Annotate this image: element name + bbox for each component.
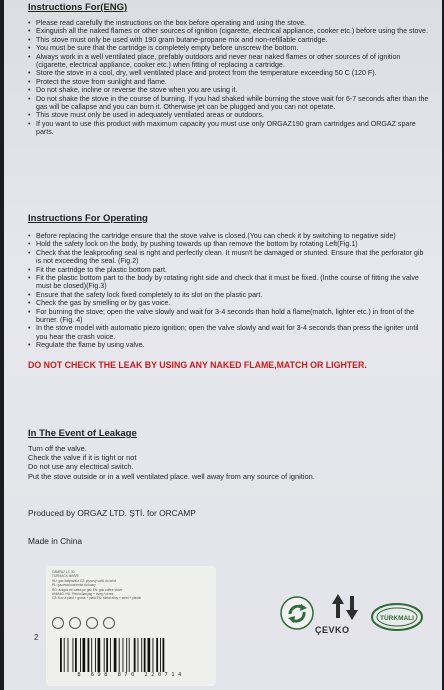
instructions-list — [28, 19, 430, 137]
list-item: • Store the stove in a cool, dry, well ventilated place and protect from the temperature exceeding 50 C (120 F). — [28, 69, 430, 77]
barcode-sticker — [46, 566, 216, 686]
sticker-text — [52, 570, 212, 601]
ce-icon — [69, 617, 81, 629]
cevko-arrows-icon — [330, 592, 360, 622]
produced-by: Produced by ORGAZ LTD. ŞTİ. for ORCAMP — [28, 508, 196, 518]
sticker-icons — [52, 617, 115, 629]
section-title: In The Event of Leakage — [28, 428, 137, 439]
list-item: • Always work in a well ventilated place, prefably outdoors and never near naked flames or other sources of of ignition (cigarette, electrical appliance, cooker etc.) when fitting of replacing a cartridge. — [28, 53, 430, 70]
section-operating — [28, 213, 430, 370]
list-item: • Do not shake the stove in the course of burning. If you had shaked while burning the stove wait for 6-7 seconds after than the gas will be callapse and you can burn it. Otherwise jet can be plugged and you can not opetate. — [28, 95, 430, 112]
list-item: • Before replacing the cartridge ensure that the stove valve is closed.(You can check it by switching to negative side) — [28, 232, 430, 240]
section-title: Instructions For Operating — [28, 213, 148, 224]
leakage-line: Check the valve if it is tight or not — [28, 453, 137, 463]
list-item: • Check the gas by smelling or by gas voice. — [28, 299, 430, 307]
sticker-line: ANMAG: HU: Fém/műanyag + üveg / nerez — [52, 592, 114, 597]
list-item: • This stove must only be used in adequately ventilated areas or outdoors. — [28, 111, 430, 119]
sticker-line: PL: gazowa kuchenka do kawy — [52, 583, 96, 588]
leakage-line: Put the stove outside or in a well ventilated place. well away from any source of ignition. — [28, 471, 315, 481]
turkmali-logo-icon — [370, 602, 424, 632]
operating-list — [28, 232, 430, 350]
list-item: • Exinguish all the naked flames or other sources of ignition (cigarette, electrical appliance, cooker etc.) before using the stove. — [28, 27, 430, 35]
flame-icon — [103, 617, 115, 629]
made-in: Made in China — [28, 536, 83, 546]
leakage-line: Do not use any electrical switch. — [28, 462, 134, 472]
list-item: • Do not shake, incline or reverse the stove when you are using it. — [28, 86, 430, 94]
list-item: • Please read carefully the instructions on the box before operating and using the stove. — [28, 19, 430, 27]
sticker-line: RO: aragaz de cafea pe gaz EN: gas coffee stove — [52, 587, 123, 592]
cevko-logo-text: ÇEVKO — [315, 625, 350, 635]
barcode-digits: 8 698 870 220714 — [77, 672, 185, 678]
warning-text: DO NOT CHECK THE LEAK BY USING ANY NAKED FLAME,MATCH OR LIGHTER. — [28, 359, 367, 370]
leakage-lines — [28, 444, 430, 481]
instruction-sheet — [4, 0, 442, 690]
sticker-line: HU: gáz-kályha/tűz CZ: plynový vařič do lahví — [52, 578, 117, 583]
section-instructions-eng — [28, 2, 430, 137]
list-item: • For burning the stove; open the valve slowly and wait for 3-4 seconds than hold a flame(match, lighter etc.) in front of the burner. (Fig. 4) — [28, 308, 430, 325]
section-title: Instructions For(ENG) — [28, 2, 128, 13]
list-item: • Check that the leakproofing seal is right and perfectly clean. It musn't be damaged or stunted. Ensure that the perforator gib is not exceeding the seal. (Fig.2) — [28, 249, 430, 266]
sticker-line: TURMACK MINVE — [52, 574, 79, 579]
recycle-logo-icon — [280, 596, 314, 630]
list-item: • Hold the safety lock on the body, by pushing towards up than remove the bottom by rotating Left(Fig.1) — [28, 240, 430, 248]
recycle-icon — [52, 617, 64, 629]
list-item: • This stove must only be used with 190 gram butane-propane mix and non-refillable cartridge. — [28, 36, 430, 44]
list-item: • In the stove model with automatic piezo ignition; open the valve slowly and wait for 3-4 seconds than press the igniter until you hear the crash voice. — [28, 324, 430, 341]
sticker-line: CAMPAZ LC 30 — [52, 570, 75, 574]
svg-text:TÜRKMALI: TÜRKMALI — [380, 615, 414, 622]
leakage-line: Turn off the valve. — [28, 444, 87, 453]
list-item: • Fit the cartridge to the plastic bottom part. — [28, 266, 430, 274]
section-leakage — [28, 428, 430, 481]
barcode — [58, 638, 204, 672]
sticker-line: CZ: Kov a plast + guma + plast EN: Metal alloy + steel + plastic — [52, 596, 142, 601]
list-item: • You must be sure that the cartridge is completely empty before unscrew the bottom. — [28, 44, 430, 52]
list-item: • Ensure that the safety lock fixed completely to its slot on the plastic part. — [28, 291, 430, 299]
caution-icon — [86, 617, 98, 629]
list-item: • Fit the plastic bottom part to the body by rotating right side and check that it must be fixed. (Inthe course of fitting the valve must be closed)(Fig.3) — [28, 274, 430, 291]
page-number: 2 — [34, 633, 39, 642]
list-item: • Regulate the flame by using valve. — [28, 341, 430, 349]
list-item: • Protect the stove from sunlight and flame. — [28, 78, 430, 86]
list-item: • If you want to use this product with maximum capacity you must use only ORGAZ190 gram cartridges and ORGAZ spare parts. — [28, 120, 430, 137]
